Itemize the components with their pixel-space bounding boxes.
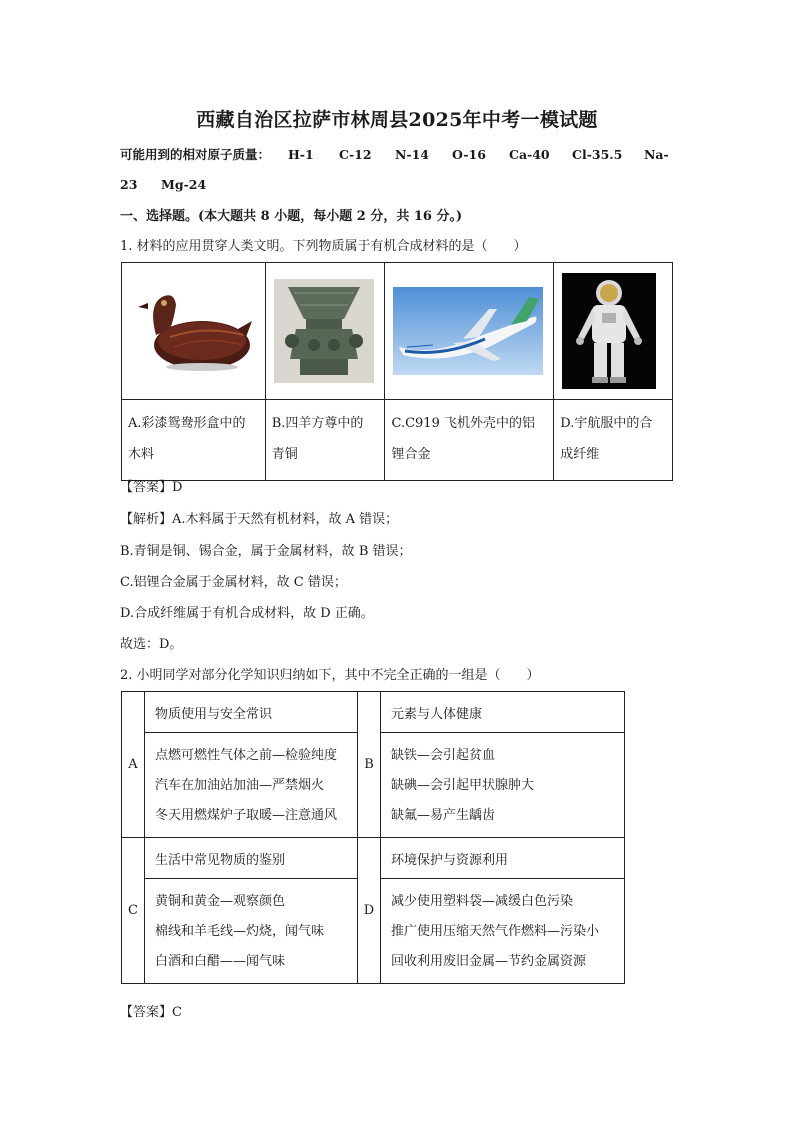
list-item: 推广使用压缩天然气作燃料—污染小 — [391, 924, 600, 939]
question-1-stem: 1. 材料的应用贯穿人类文明。下列物质属于有机合成材料的是（ ） — [120, 239, 527, 254]
atomic-masses-line-2: 23 Mg-24 — [120, 177, 207, 192]
group-c-body — [145, 879, 358, 984]
c919-airplane-image — [393, 287, 543, 375]
analysis-line-1: 【解析】A.木料属于天然有机材料，故 A 错误； — [120, 512, 399, 527]
list-item: 缺碘—会引起甲状腺肿大 — [391, 778, 535, 793]
group-a-letter: A — [122, 692, 145, 838]
list-item: 汽车在加油站加油—严禁烟火 — [155, 778, 325, 793]
option-a-image-cell — [122, 263, 266, 400]
option-c-image-cell — [385, 263, 554, 400]
option-c-caption: C.C919 飞机外壳中的铝 锂合金 — [385, 400, 554, 481]
spacesuit-image — [562, 273, 656, 389]
question-2-answer: 【答案】C — [120, 1005, 182, 1020]
option-a-caption: A.彩漆鸳鸯形盒中的 木料 — [122, 400, 266, 481]
four-ram-bronze-vessel-image — [274, 279, 374, 383]
option-b-image-cell — [265, 263, 385, 400]
question-1-answer: 【答案】D — [120, 480, 183, 495]
option-d-caption: D.宇航服中的合 成纤维 — [554, 400, 673, 481]
question-1-options-table — [121, 262, 673, 481]
analysis-line-5: 故选：D。 — [120, 637, 183, 652]
list-item: 黄铜和黄金—观察颜色 — [155, 894, 286, 909]
group-a-body — [145, 733, 358, 838]
list-item: 点燃可燃性气体之前—检验纯度 — [155, 748, 338, 763]
group-b-heading: 元素与人体健康 — [381, 692, 625, 733]
group-b-body — [381, 733, 625, 838]
list-item: 回收利用废旧金属—节约金属资源 — [391, 954, 587, 969]
question-2-stem: 2. 小明同学对部分化学知识归纳如下，其中不完全正确的一组是（ ） — [120, 668, 540, 683]
atomic-masses-line-1: 可能用到的相对原子质量： H-1 C-12 N-14 O-16 Ca-40 Cl-35.5 Na- — [120, 147, 669, 162]
group-a-heading: 物质使用与安全常识 — [145, 692, 358, 733]
list-item: 棉线和羊毛线—灼烧，闻气味 — [155, 924, 325, 939]
list-item: 冬天用燃煤炉子取暖—注意通风 — [155, 808, 338, 823]
group-b-letter: B — [358, 692, 381, 838]
exam-title: 西藏自治区拉萨市林周县2025年中考一模试题 — [196, 109, 598, 131]
group-d-body — [381, 879, 625, 984]
option-d-image-cell — [554, 263, 673, 400]
group-d-letter: D — [358, 838, 381, 984]
list-item: 减少使用塑料袋—减缓白色污染 — [391, 894, 574, 909]
list-item: 缺铁—会引起贫血 — [391, 748, 496, 763]
question-2-table — [121, 691, 625, 984]
analysis-line-4: D.合成纤维属于有机合成材料，故 D 正确。 — [120, 606, 374, 621]
option-b-caption: B.四羊方尊中的 青铜 — [265, 400, 385, 481]
analysis-line-2: B.青铜是铜、锡合金，属于金属材料，故 B 错误； — [120, 544, 412, 559]
section-heading: 一、选择题。(本大题共 8 小题，每小题 2 分，共 16 分。) — [120, 209, 463, 224]
list-item: 白酒和白醋——闻气味 — [155, 954, 286, 969]
atomic-masses-label: 可能用到的相对原子质量： — [120, 147, 271, 162]
group-c-letter: C — [122, 838, 145, 984]
lacquer-duck-box-image — [134, 285, 254, 375]
group-c-heading: 生活中常见物质的鉴别 — [145, 838, 358, 879]
analysis-line-3: C.铝锂合金属于金属材料，故 C 错误； — [120, 575, 347, 590]
list-item: 缺氟—易产生龋齿 — [391, 808, 496, 823]
group-d-heading: 环境保护与资源利用 — [381, 838, 625, 879]
